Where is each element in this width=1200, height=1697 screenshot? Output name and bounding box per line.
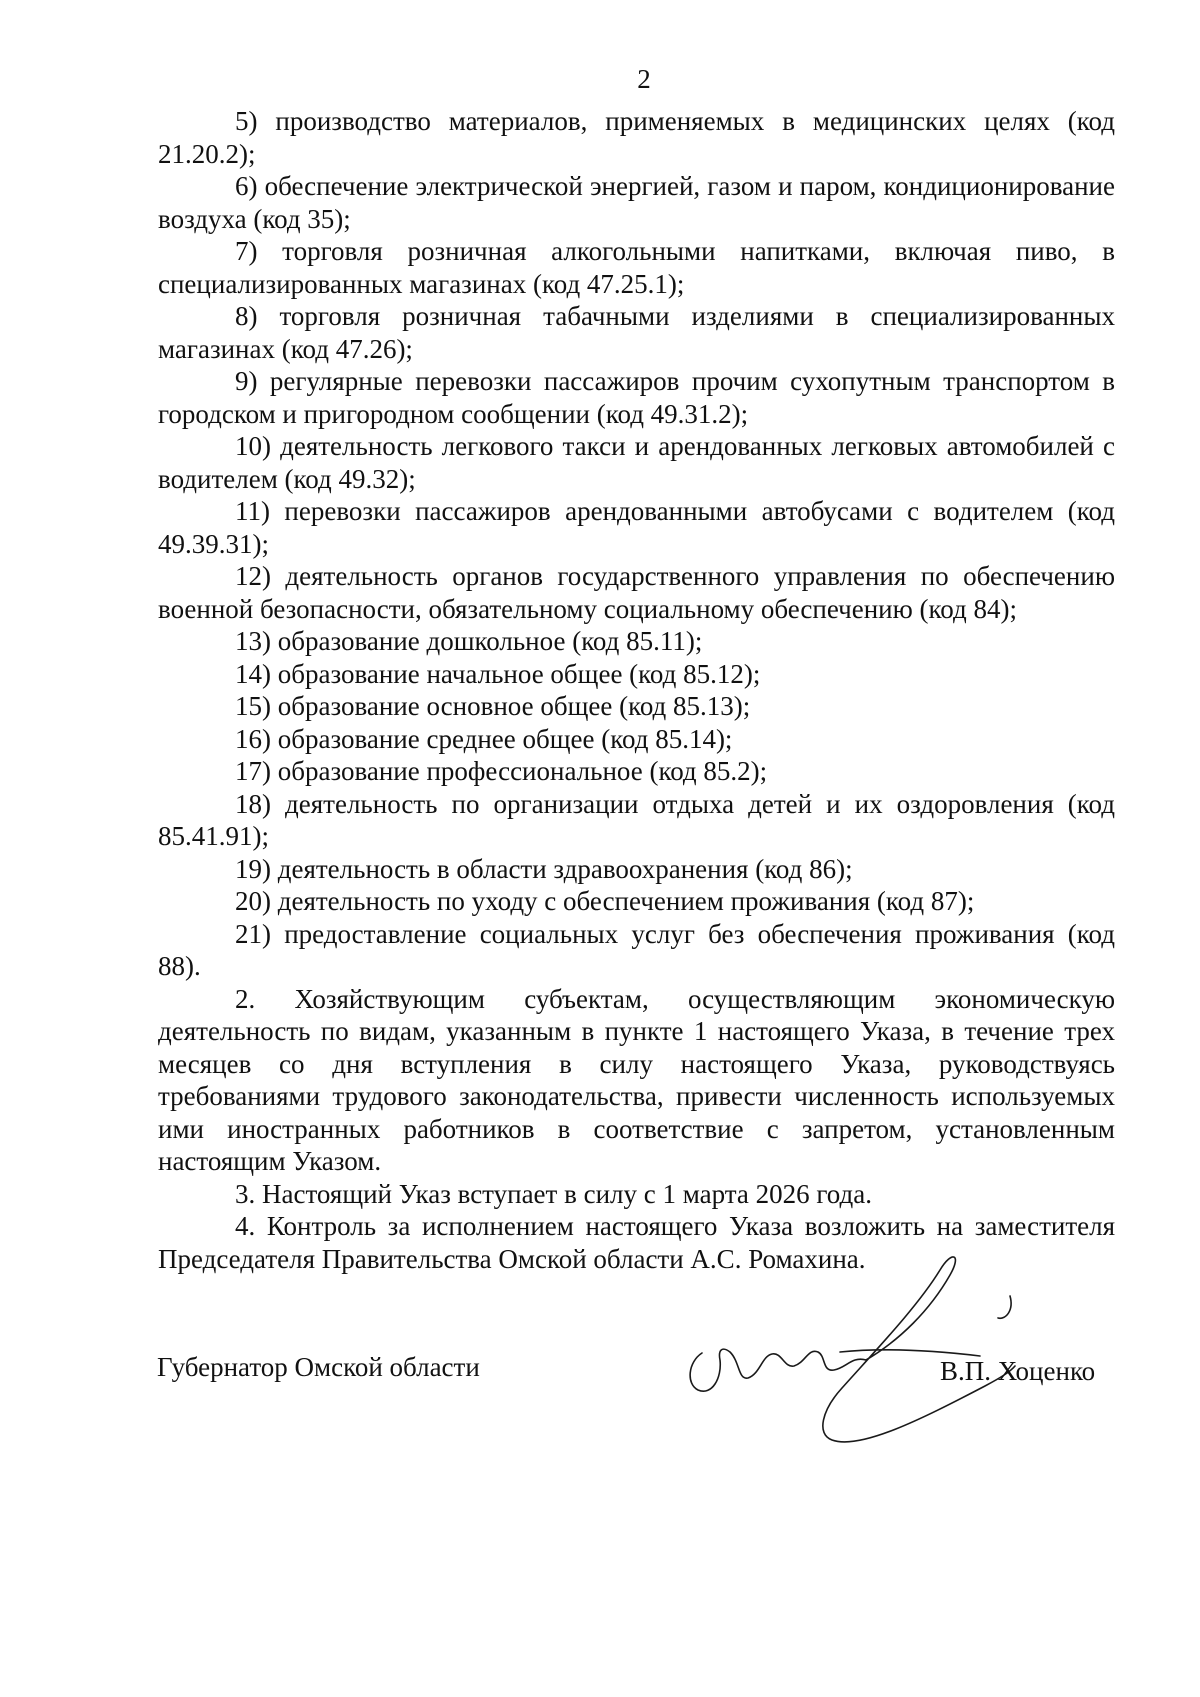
list-item: 17) образование профессиональное (код 85.2);: [235, 756, 768, 786]
list-item: 18) деятельность по организации отдыха детей и их оздоровления (код 85.41.91);: [158, 788, 1115, 851]
decree-clause-2: 2. Хозяйствующим субъектам, осуществляющим экономическую деятельность по видам, указанным в пункте 1 настоящего Указа, в течение трех месяцев со дня вступления в силу настоящего Указа, руководствуясь требованиями трудового законодательства, привести численность используемых ими иностранных работников в соответствие с запретом, установленным настоящим Указом.: [158, 983, 1115, 1176]
list-item: 9) регулярные перевозки пассажиров прочим сухопутным транспортом в городском и пригородном сообщении (код 49.31.2);: [158, 366, 1115, 429]
list-item: 20) деятельность по уходу с обеспечением проживания (код 87);: [235, 886, 975, 916]
list-item: 11) перевозки пассажиров арендованными автобусами с водителем (код 49.39.31);: [158, 496, 1115, 559]
list-item: 6) обеспечение электрической энергией, газом и паром, кондиционирование воздуха (код 35);: [158, 171, 1115, 234]
page-number: 2: [637, 64, 651, 94]
list-item: 12) деятельность органов государственного управления по обеспечению военной безопасности, обязательному социальному обеспечению (код 84);: [158, 561, 1115, 624]
list-item: 5) производство материалов, применяемых в медицинских целях (код 21.20.2);: [158, 106, 1115, 169]
decree-clause-3: 3. Настоящий Указ вступает в силу с 1 марта 2026 года.: [235, 1178, 872, 1209]
list-item: 13) образование дошкольное (код 85.11);: [235, 626, 703, 656]
list-item: 8) торговля розничная табачными изделиями в специализированных магазинах (код 47.26);: [158, 301, 1115, 364]
list-item: 21) предоставление социальных услуг без обеспечения проживания (код 88).: [158, 918, 1115, 981]
list-item: 10) деятельность легкового такси и арендованных легковых автомобилей с водителем (код 49.32);: [158, 431, 1115, 494]
decree-clause-4: 4. Контроль за исполнением настоящего Указа возложить на заместителя Председателя Правительства Омской области А.С. Ромахина.: [158, 1211, 1115, 1274]
list-item: 19) деятельность в области здравоохранения (код 86);: [235, 853, 853, 884]
signatory-title: Губернатор Омской области: [157, 1352, 480, 1382]
list-item: 16) образование среднее общее (код 85.14);: [235, 723, 733, 754]
list-item: 15) образование основное общее (код 85.13);: [235, 691, 751, 721]
list-item: 14) образование начальное общее (код 85.12);: [235, 658, 761, 689]
signatory-name: В.П. Хоценко: [940, 1356, 1096, 1386]
list-item: 7) торговля розничная алкогольными напитками, включая пиво, в специализированных магазинах (код 47.25.1);: [158, 236, 1115, 299]
decree-body: [158, 105, 1115, 1275]
